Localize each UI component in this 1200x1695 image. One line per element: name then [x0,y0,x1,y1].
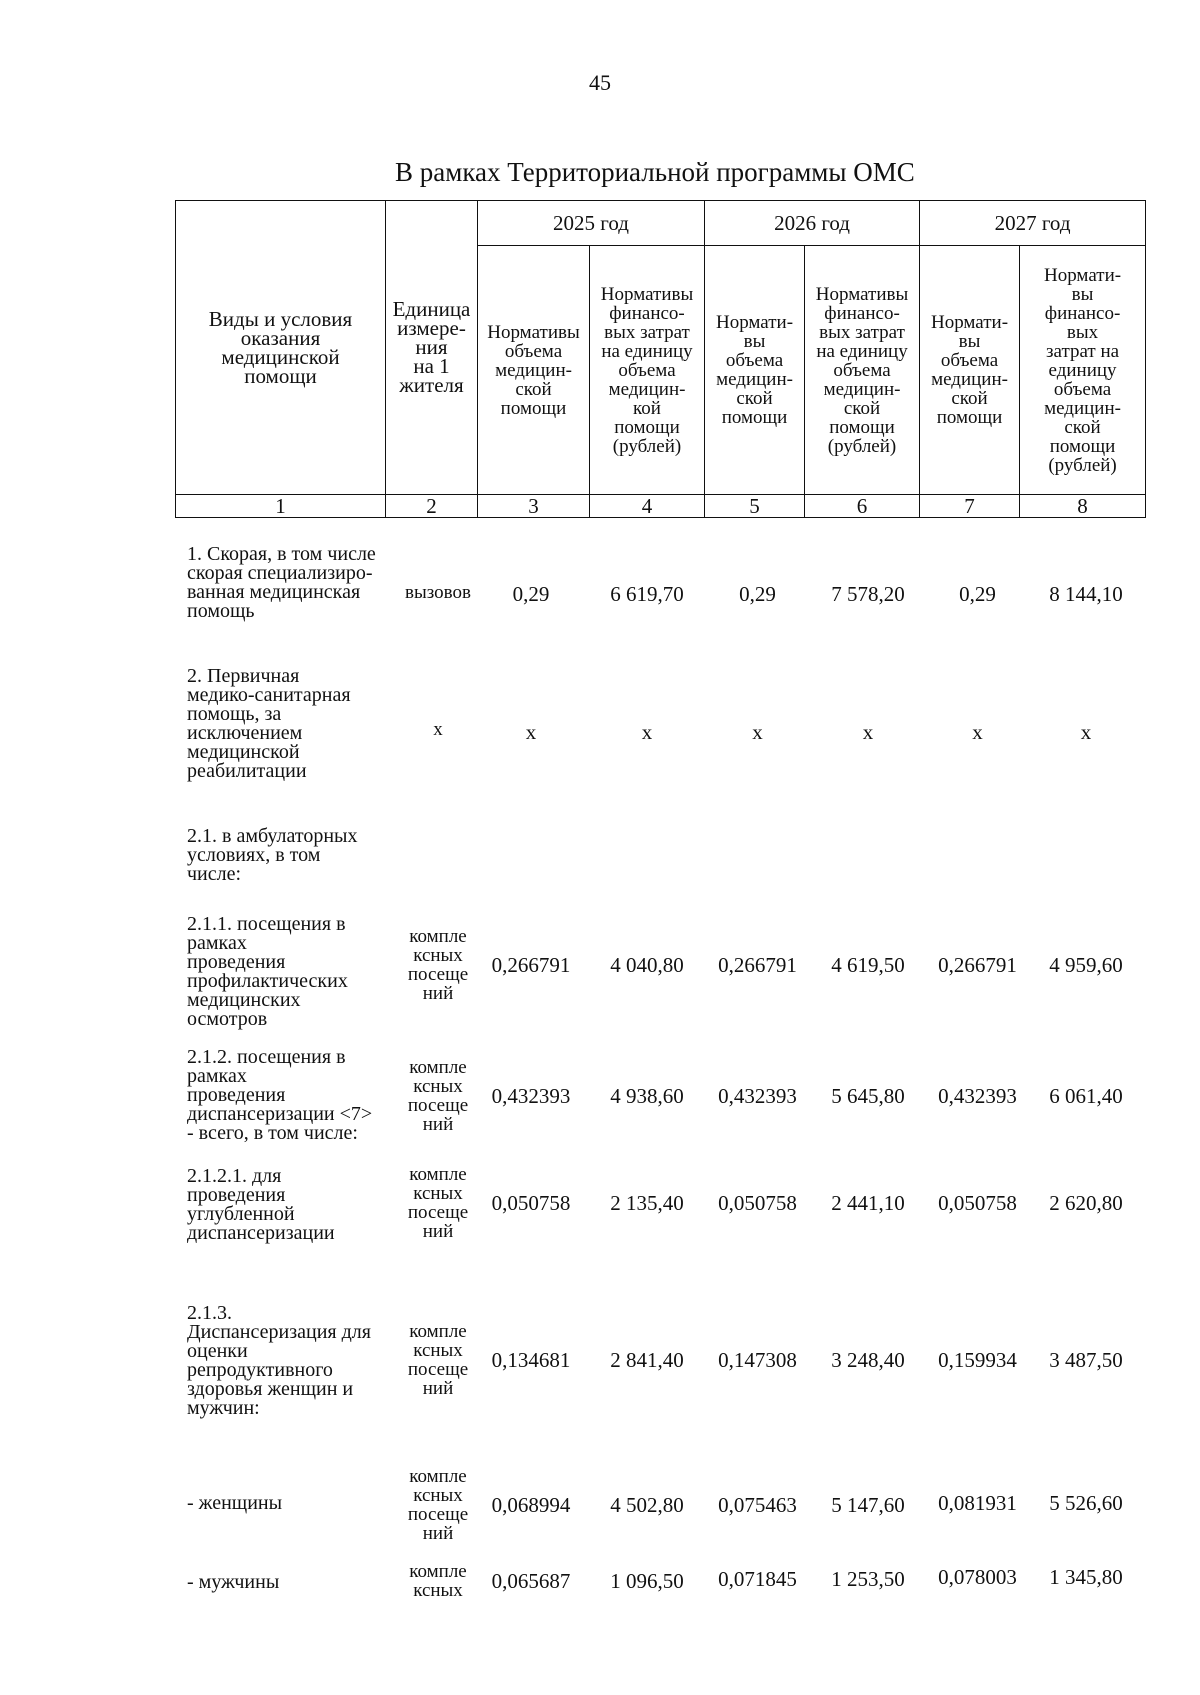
col-number: 3 [478,495,590,518]
row-vol-2025: 0,134681 [491,1348,571,1372]
row-vol-2027: 0,432393 [938,1084,1017,1108]
row-fin-2026: 4 619,50 [831,953,905,977]
row-fin-2026: 2 441,10 [831,1191,905,1215]
row-fin-2025: 2 841,40 [610,1348,684,1372]
row-name: - женщины [187,1492,283,1514]
col-number: 8 [1020,495,1146,518]
row-vol-2025: 0,29 [512,582,550,606]
row-unit: вызовов [405,582,471,603]
col-number: 7 [920,495,1020,518]
header-kind: Виды и условия оказания медицинской помощи [176,201,386,495]
row-fin-2025: 6 619,70 [610,582,684,606]
row-fin-2026: 1 253,50 [831,1567,905,1591]
header-year-2025: 2025 год [478,201,705,246]
row-fin-2025: х [641,720,653,744]
header-fin-2027: Нормати- вы финансо- вых затрат на единицу объема медицин- ской помощи (рублей) [1020,246,1146,495]
row-unit: компле ксных посеще ний [407,1057,469,1135]
row-vol-2026: 0,071845 [718,1567,797,1591]
row-name: 2. Первичная медико-санитарная помощь, за исключением медицинской реабилитации [187,665,351,782]
row-name: 2.1.3. Диспансеризация для оценки репродуктивного здоровья женщин и мужчин: [187,1302,371,1419]
row-name: 2.1. в амбулаторных условиях, в том числе: [187,825,358,885]
row-fin-2027: 4 959,60 [1049,953,1123,977]
header-vol-2025: Нормативы объема медицин- ской помощи [478,246,590,495]
row-vol-2027: х [972,720,983,744]
row-unit: компле ксных [409,1561,467,1601]
row-fin-2026: 5 645,80 [831,1084,905,1108]
col-number: 4 [590,495,705,518]
table-header [175,200,1146,518]
row-unit: компле ксных посеще ний [407,1321,469,1399]
col-number: 1 [176,495,386,518]
row-fin-2027: 8 144,10 [1049,582,1123,606]
row-fin-2026: 3 248,40 [831,1348,905,1372]
row-unit: компле ксных посеще ний [407,926,469,1004]
row-vol-2026: 0,050758 [718,1191,797,1215]
row-name: 2.1.2. посещения в рамках проведения диспансеризации <7> - всего, в том числе: [187,1046,373,1144]
row-fin-2025: 4 502,80 [610,1493,684,1517]
row-vol-2027: 0,050758 [938,1191,1017,1215]
row-name: 2.1.1. посещения в рамках проведения профилактических медицинских осмотров [187,913,348,1030]
row-fin-2026: 7 578,20 [831,582,905,606]
row-fin-2026: х [862,720,874,744]
row-unit: компле ксных посеще ний [407,1164,469,1242]
header-year-2027: 2027 год [920,201,1146,246]
row-fin-2025: 1 096,50 [610,1569,684,1593]
header-year-2026: 2026 год [705,201,920,246]
row-vol-2025: 0,432393 [491,1084,571,1108]
header-vol-2027: Нормати- вы объема медицин- ской помощи [920,246,1020,495]
row-vol-2026: 0,29 [739,582,776,606]
row-name: - мужчины [187,1571,280,1593]
row-vol-2025: 0,266791 [491,953,571,977]
row-fin-2027: х [1080,720,1092,744]
row-vol-2026: 0,432393 [718,1084,797,1108]
row-fin-2025: 4 938,60 [610,1084,684,1108]
row-vol-2026: 0,266791 [718,953,797,977]
row-vol-2025: 0,050758 [491,1191,571,1215]
row-fin-2027: 6 061,40 [1049,1084,1123,1108]
row-fin-2027: 3 487,50 [1049,1348,1123,1372]
row-vol-2027: 0,078003 [938,1565,1017,1589]
row-fin-2027: 5 526,60 [1049,1491,1123,1515]
row-vol-2025: 0,068994 [491,1493,571,1517]
row-vol-2027: 0,081931 [938,1491,1017,1515]
row-fin-2025: 2 135,40 [610,1191,684,1215]
page-number: 45 [589,70,611,95]
row-unit: х [433,719,443,740]
row-fin-2027: 1 345,80 [1049,1565,1123,1589]
header-fin-2026: Нормативы финансо- вых затрат на единицу объема медицин- ской помощи (рублей) [805,246,920,495]
row-name: 2.1.2.1. для проведения углубленной диспансеризации [187,1165,335,1244]
header-fin-2025: Нормативы финансо- вых затрат на единицу объема медицин- кой помощи (рублей) [590,246,705,495]
row-vol-2026: 0,075463 [718,1493,797,1517]
row-name: 1. Скорая, в том числе скорая специализиро- ванная медицинская помощь [187,543,376,622]
col-number: 2 [386,495,478,518]
row-vol-2026: 0,147308 [718,1348,797,1372]
row-vol-2027: 0,266791 [938,953,1017,977]
col-number: 5 [705,495,805,518]
row-fin-2026: 5 147,60 [831,1493,905,1517]
row-vol-2026: х [752,720,763,744]
row-fin-2025: 4 040,80 [610,953,684,977]
row-fin-2027: 2 620,80 [1049,1191,1123,1215]
header-unit: Единица измере- ния на 1 жителя [386,201,478,495]
row-vol-2027: 0,29 [959,582,996,606]
page-title: В рамках Территориальной программы ОМС [395,157,915,187]
col-number: 6 [805,495,920,518]
row-unit: компле ксных посеще ний [407,1466,469,1544]
row-vol-2025: 0,065687 [491,1569,571,1593]
header-vol-2026: Нормати- вы объема медицин- ской помощи [705,246,805,495]
row-vol-2025: х [525,720,537,744]
row-vol-2027: 0,159934 [938,1348,1017,1372]
